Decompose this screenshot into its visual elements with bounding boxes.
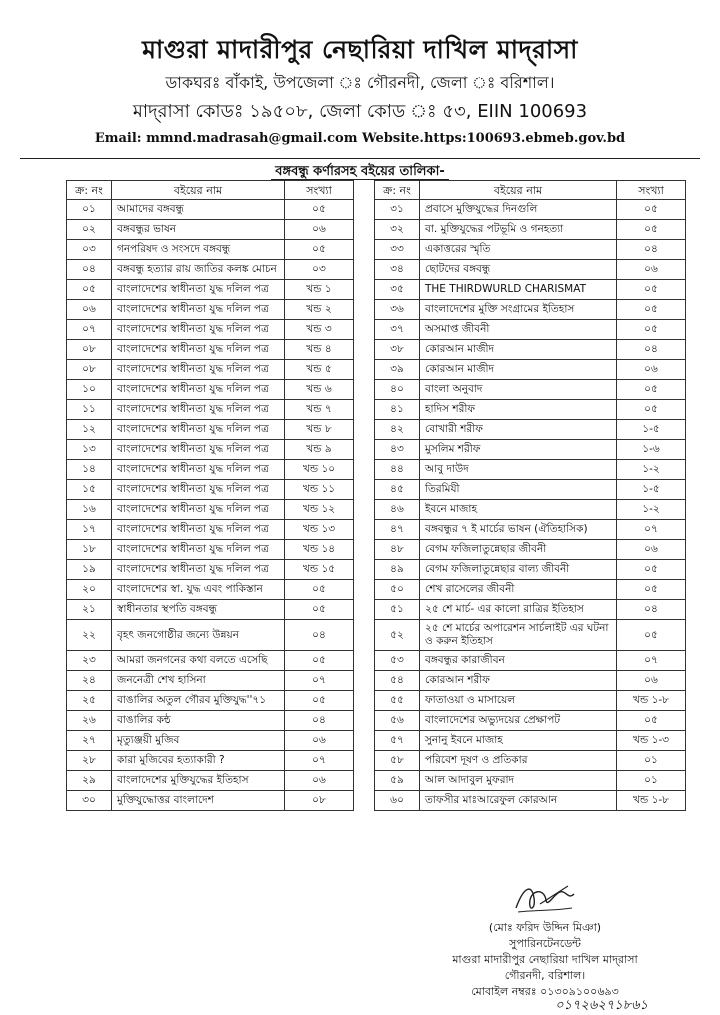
row-quantity: খন্ড ৫ (285, 360, 354, 380)
signatory-institution: মাগুরা মাদারীপুর নেছারিয়া দাখিল মাদ্‌রাসা (452, 953, 638, 966)
row-serial: ০৭ (67, 320, 112, 340)
table-row (67, 480, 354, 500)
table-row (67, 671, 354, 691)
row-book-name: একাত্তরের স্মৃতি (420, 240, 617, 260)
row-book-name: কোরআন মাজীদ (420, 360, 617, 380)
row-serial: ৩০ (67, 791, 112, 811)
row-book-name: বাংলাদেশের স্বাধীনতা যুদ্ধ দলিল পত্র (112, 400, 285, 420)
row-quantity: খন্ড ৪ (285, 340, 354, 360)
row-book-name: কোরআন মাজীদ (420, 340, 617, 360)
signatory-name: (মোঃ ফরিদ উদ্দিন মিঞা) (488, 921, 602, 934)
table-row (375, 580, 686, 600)
row-serial: ১৯ (67, 560, 112, 580)
row-quantity: খন্ড ১-৩ (617, 731, 686, 751)
row-quantity: ০৫ (285, 200, 354, 220)
row-serial: ১০ (67, 380, 112, 400)
row-serial: ৪৫ (375, 480, 420, 500)
row-quantity: ০৭ (617, 651, 686, 671)
row-serial: ০১ (67, 200, 112, 220)
row-quantity: খন্ড ১৫ (285, 560, 354, 580)
row-quantity: খন্ড ৮ (285, 420, 354, 440)
table-row (375, 651, 686, 671)
table-header-row (375, 181, 686, 200)
row-quantity: ০৫ (617, 380, 686, 400)
row-serial: ৩৬ (375, 300, 420, 320)
row-book-name: বাংলাদেশের স্বাধীনতা যুদ্ধ দলিল পত্র (112, 300, 285, 320)
row-quantity: ০৭ (285, 751, 354, 771)
row-book-name: অসমাপ্ত জীবনী (420, 320, 617, 340)
row-serial: ৪৭ (375, 520, 420, 540)
row-serial: ৪২ (375, 420, 420, 440)
row-book-name: বঙ্গবন্ধুর ভাষন (112, 220, 285, 240)
row-book-name: বাংলাদেশের মুক্তিযুদ্ধের ইতিহাস (112, 771, 285, 791)
row-book-name: শেখ রাসেলের জীবনী (420, 580, 617, 600)
row-quantity: ০৭ (617, 520, 686, 540)
table-row (375, 440, 686, 460)
row-serial: ৪৯ (375, 560, 420, 580)
row-serial: ০৬ (67, 300, 112, 320)
row-book-name: বেগম ফজিলাতুন্নেছার বাল্য জীবনী (420, 560, 617, 580)
row-serial: ৩৭ (375, 320, 420, 340)
table-row (67, 731, 354, 751)
table-row (67, 280, 354, 300)
row-serial: ২৬ (67, 711, 112, 731)
row-quantity: খন্ড ১০ (285, 460, 354, 480)
row-book-name: গনপরিষদ ও সংসদে বঙ্গবন্ধু (112, 240, 285, 260)
row-serial: ১২ (67, 420, 112, 440)
row-serial: ৩১ (375, 200, 420, 220)
col-header-qty: সংখ্যা (285, 181, 354, 200)
signatory-location: গৌরনদী, বরিশাল। (504, 969, 586, 982)
row-book-name: আবু দাউদ (420, 460, 617, 480)
table-row (67, 380, 354, 400)
row-quantity: ০৫ (617, 280, 686, 300)
table-row (67, 600, 354, 620)
row-quantity: ০৬ (285, 731, 354, 751)
signature-block (400, 880, 690, 1014)
row-book-name: বাংলা অনুবাদ (420, 380, 617, 400)
header-divider (20, 158, 700, 159)
row-book-name: সুনানু ইবনে মাজাহ (420, 731, 617, 751)
row-quantity: ০১ (617, 751, 686, 771)
row-book-name: আল আদাবুল মুফরাদ (420, 771, 617, 791)
row-serial: ১৬ (67, 500, 112, 520)
row-book-name: ফাতাওয়া ও মাসায়েল (420, 691, 617, 711)
table-row (375, 480, 686, 500)
row-quantity: ০৪ (617, 600, 686, 620)
row-book-name: বাংলাদেশের স্বাধীনতা যুদ্ধ দলিল পত্র (112, 560, 285, 580)
table-row (67, 260, 354, 280)
row-book-name: স্বাধীনতার স্থপতি বঙ্গবন্ধু (112, 600, 285, 620)
row-book-name: বাংলাদেশের স্বাধীনতা যুদ্ধ দলিল পত্র (112, 440, 285, 460)
row-book-name: বাঙালির অতুল গৌরব মুক্তিযুদ্ধ''৭১ (112, 691, 285, 711)
row-quantity: খন্ড ৯ (285, 440, 354, 460)
book-table-right-body (375, 200, 686, 811)
row-quantity: খন্ড ১-৮ (617, 791, 686, 811)
signatory-title: সুপারিনটেনডেন্ট (509, 937, 581, 950)
row-quantity: খন্ড ১৪ (285, 540, 354, 560)
table-row (375, 360, 686, 380)
table-row (67, 400, 354, 420)
row-book-name: আমরা জনগনের কথা বলতে এসেছি (112, 651, 285, 671)
row-serial: ৪৩ (375, 440, 420, 460)
table-row (67, 240, 354, 260)
table-row (67, 791, 354, 811)
row-quantity: ০৫ (617, 320, 686, 340)
table-row (375, 731, 686, 751)
row-book-name: বাংলাদেশের স্বাধীনতা যুদ্ধ দলিল পত্র (112, 500, 285, 520)
table-row (67, 520, 354, 540)
row-serial: ৪৪ (375, 460, 420, 480)
row-serial: ৩৪ (375, 260, 420, 280)
row-book-name: বাংলাদেশের স্বাধীনতা যুদ্ধ দলিল পত্র (112, 340, 285, 360)
row-serial: ০৮ (67, 360, 112, 380)
table-row (375, 340, 686, 360)
row-quantity: ০৫ (617, 200, 686, 220)
row-serial: ৫৫ (375, 691, 420, 711)
row-quantity: খন্ড ১-৮ (617, 691, 686, 711)
table-row (67, 620, 354, 651)
table-row (67, 691, 354, 711)
table-row (375, 200, 686, 220)
row-book-name: THE THIRDWURLD CHARISMAT (420, 280, 617, 300)
table-row (375, 620, 686, 651)
table-row (67, 500, 354, 520)
col-header-name: বইয়ের নাম (112, 181, 285, 200)
table-row (67, 580, 354, 600)
table-row (67, 440, 354, 460)
row-serial: ১৫ (67, 480, 112, 500)
row-quantity: ১-২ (617, 460, 686, 480)
institution-address: ডাকঘরঃ বাঁকাই, উপজেলা ঃ গৌরনদী, জেলা ঃ বরিশাল। (165, 73, 555, 92)
row-quantity: খন্ড ১ (285, 280, 354, 300)
row-quantity: ০৫ (285, 651, 354, 671)
institution-contact: Email: mmnd.madrasah@gmail.com Website.https:100693.ebmeb.gov.bd (94, 131, 626, 146)
table-row (375, 320, 686, 340)
row-quantity: ০৭ (285, 671, 354, 691)
row-book-name: কোরআন শরীফ (420, 671, 617, 691)
col-header-qty: সংখ্যা (617, 181, 686, 200)
row-serial: ৪৬ (375, 500, 420, 520)
row-serial: ১৭ (67, 520, 112, 540)
row-serial: ২৪ (67, 671, 112, 691)
table-row (67, 460, 354, 480)
row-quantity: খন্ড ৩ (285, 320, 354, 340)
row-quantity: ০৪ (285, 711, 354, 731)
row-quantity: ১-৫ (617, 420, 686, 440)
col-header-name: বইয়ের নাম (420, 181, 617, 200)
row-quantity: ১-২ (617, 500, 686, 520)
row-quantity: খন্ড ১১ (285, 480, 354, 500)
row-quantity: ০৬ (285, 771, 354, 791)
row-serial: ০৪ (67, 260, 112, 280)
table-row (67, 651, 354, 671)
row-serial: ৫২ (375, 620, 420, 651)
row-book-name: আমাদের বঙ্গবন্ধু (112, 200, 285, 220)
row-book-name: বাঙালির কন্ঠ (112, 711, 285, 731)
row-serial: ৩৯ (375, 360, 420, 380)
table-header-row (67, 181, 354, 200)
row-serial: ০৫ (67, 280, 112, 300)
institution-codes: মাদ্‌রাসা কোডঃ ১৯৫০৮, জেলা কোড ঃ ৫৩, EIIN 100693 (132, 101, 588, 122)
table-row (67, 560, 354, 580)
row-book-name: বাংলাদেশের স্বাধীনতা যুদ্ধ দলিল পত্র (112, 420, 285, 440)
row-serial: ১১ (67, 400, 112, 420)
row-quantity: ০৫ (617, 300, 686, 320)
row-serial: ৫৯ (375, 771, 420, 791)
row-quantity: ১-৫ (617, 480, 686, 500)
row-book-name: মুসলিম শরীফ (420, 440, 617, 460)
row-quantity: ০৫ (617, 220, 686, 240)
row-serial: ২৯ (67, 771, 112, 791)
row-book-name: তিরমিযী (420, 480, 617, 500)
row-serial: ৫৩ (375, 651, 420, 671)
row-quantity: ০১ (617, 771, 686, 791)
list-title (0, 163, 720, 181)
row-serial: ১৩ (67, 440, 112, 460)
row-book-name: বঙ্গবন্ধুর কারাজীবন (420, 651, 617, 671)
row-quantity: ০৫ (285, 580, 354, 600)
table-row (67, 540, 354, 560)
row-serial: ৫১ (375, 600, 420, 620)
row-book-name: বৃহৎ জনগোষ্ঠীর জন্যে উন্নয়ন (112, 620, 285, 651)
book-table-left-body (67, 200, 354, 811)
table-row (375, 600, 686, 620)
row-serial: ১৪ (67, 460, 112, 480)
row-serial: ০৮ (67, 340, 112, 360)
row-serial: ২৩ (67, 651, 112, 671)
row-quantity: খন্ড ১২ (285, 500, 354, 520)
row-book-name: বঙ্গবন্ধুর ৭ ই মার্চের ভাষন (ঐতিহাসিক) (420, 520, 617, 540)
table-row (375, 240, 686, 260)
row-serial: ৫৪ (375, 671, 420, 691)
row-book-name: ২৫ শে মার্চ- এর কালো রাত্রির ইতিহাস (420, 600, 617, 620)
col-header-sl: ক্র: নং (67, 181, 112, 200)
row-book-name: বাংলাদেশের স্বাধীনতা যুদ্ধ দলিল পত্র (112, 280, 285, 300)
row-quantity: ০৪ (617, 240, 686, 260)
table-row (375, 751, 686, 771)
table-row (375, 220, 686, 240)
table-row (67, 360, 354, 380)
row-book-name: বাংলাদেশের স্বাধীনতা যুদ্ধ দলিল পত্র (112, 540, 285, 560)
table-row (375, 691, 686, 711)
row-quantity: ০৬ (617, 671, 686, 691)
table-row (67, 320, 354, 340)
row-serial: ২৮ (67, 751, 112, 771)
row-serial: ২১ (67, 600, 112, 620)
col-header-sl: ক্র: নং (375, 181, 420, 200)
row-quantity: ০৫ (617, 400, 686, 420)
table-row (67, 711, 354, 731)
row-book-name: বাংলাদেশের স্বাধীনতা যুদ্ধ দলিল পত্র (112, 360, 285, 380)
signatory-mobile: মোবাইল নম্বরঃ ০১৩০৯১০০৬৯৩ (471, 985, 619, 998)
row-serial: ২৫ (67, 691, 112, 711)
row-serial: ৩২ (375, 220, 420, 240)
list-title-text: বঙ্গবন্ধু কর্ণারসহ বইয়ের তালিকা- (271, 164, 448, 180)
table-row (375, 771, 686, 791)
table-row (375, 711, 686, 731)
row-quantity: খন্ড ১৩ (285, 520, 354, 540)
table-row (375, 420, 686, 440)
row-quantity: ০৬ (285, 220, 354, 240)
row-serial: ৩৩ (375, 240, 420, 260)
row-book-name: মুক্তিযুদ্ধোত্তর বাংলাদেশ (112, 791, 285, 811)
row-book-name: বা. মুক্তিযুদ্ধের পটভূমি ও গনহত্যা (420, 220, 617, 240)
signature-scribble-icon (510, 880, 580, 916)
row-serial: ১৮ (67, 540, 112, 560)
row-book-name: বঙ্গবন্ধু হত্যার রায় জাতির কলঙ্ক মোচন (112, 260, 285, 280)
row-serial: ৪৮ (375, 540, 420, 560)
row-book-name: বাংলাদেশের স্বাধীনতা যুদ্ধ দলিল পত্র (112, 380, 285, 400)
table-row (375, 460, 686, 480)
row-quantity: ০৬ (617, 360, 686, 380)
row-serial: ৪১ (375, 400, 420, 420)
row-quantity: ০৫ (285, 240, 354, 260)
row-quantity: খন্ড ২ (285, 300, 354, 320)
row-book-name: ২৫ শে মার্চের অপারেশন সার্চলাইট এর ঘটনা ও করুন ইতিহাস (420, 620, 617, 651)
row-book-name: পরিবেশ দূষণ ও প্রতিকার (420, 751, 617, 771)
row-quantity: ০৩ (285, 260, 354, 280)
table-row (67, 771, 354, 791)
row-book-name: বেগম ফজিলাতুন্নেছার জীবনী (420, 540, 617, 560)
table-row (375, 400, 686, 420)
row-serial: ২০ (67, 580, 112, 600)
row-serial: ০৩ (67, 240, 112, 260)
row-serial: ২৭ (67, 731, 112, 751)
letterhead (0, 0, 720, 181)
row-quantity: ০৫ (617, 580, 686, 600)
table-row (67, 220, 354, 240)
row-book-name: হাদিস শরীফ (420, 400, 617, 420)
row-book-name: তাফসীর মাঃআরেফুল কোরআন (420, 791, 617, 811)
table-row (67, 340, 354, 360)
signatory-mobile-handwritten: ০১৭২৬২৭১৮৬১ (555, 998, 648, 1013)
row-book-name: বাংলাদেশের স্বাধীনতা যুদ্ধ দলিল পত্র (112, 480, 285, 500)
row-book-name: বোখারী শরীফ (420, 420, 617, 440)
table-row (375, 540, 686, 560)
row-book-name: বাংলাদেশের স্বাধীনতা যুদ্ধ দলিল পত্র (112, 520, 285, 540)
row-serial: ০২ (67, 220, 112, 240)
row-book-name: বাংলাদেশের অভ্যুদয়ের প্রেক্ষাপট (420, 711, 617, 731)
table-row (375, 500, 686, 520)
row-book-name: বাংলাদেশের স্বা. যুদ্ধ এবং পাকিস্তান (112, 580, 285, 600)
row-serial: ৩৮ (375, 340, 420, 360)
table-row (375, 260, 686, 280)
row-book-name: মৃত্যুঞ্জয়ী মুজিব (112, 731, 285, 751)
row-book-name: প্রবাসে মুক্তিযুদ্ধের দিনগুলি (420, 200, 617, 220)
row-serial: ৫৭ (375, 731, 420, 751)
row-quantity: ০৪ (285, 620, 354, 651)
row-quantity: ০৫ (617, 711, 686, 731)
row-book-name: কারা মুজিবের হত্যাকারী ? (112, 751, 285, 771)
table-row (375, 300, 686, 320)
table-row (67, 200, 354, 220)
row-quantity: ০৬ (617, 260, 686, 280)
row-quantity: ০৫ (617, 620, 686, 651)
row-quantity: খন্ড ৭ (285, 400, 354, 420)
table-row (67, 300, 354, 320)
row-book-name: বাংলাদেশের স্বাধীনতা যুদ্ধ দলিল পত্র (112, 460, 285, 480)
row-serial: ৪০ (375, 380, 420, 400)
book-table-left (66, 180, 354, 811)
row-book-name: ইবনে মাজাহ (420, 500, 617, 520)
table-row (375, 671, 686, 691)
row-quantity: ০৬ (617, 540, 686, 560)
table-row (375, 791, 686, 811)
row-serial: ২২ (67, 620, 112, 651)
row-quantity: ০৪ (617, 340, 686, 360)
row-book-name: ছোটদের বঙ্গবন্ধু (420, 260, 617, 280)
row-serial: ৫০ (375, 580, 420, 600)
table-row (67, 420, 354, 440)
table-row (375, 380, 686, 400)
row-serial: ৫৬ (375, 711, 420, 731)
row-quantity: খন্ড ৬ (285, 380, 354, 400)
row-book-name: জননেত্রী শেখ হাসিনা (112, 671, 285, 691)
row-quantity: ০৫ (617, 560, 686, 580)
row-serial: ৫৮ (375, 751, 420, 771)
row-book-name: বাংলাদেশের মুক্তি সংগ্রামের ইতিহাস (420, 300, 617, 320)
table-row (375, 560, 686, 580)
table-row (375, 520, 686, 540)
table-row (67, 751, 354, 771)
row-quantity: ১-৬ (617, 440, 686, 460)
book-table-right (374, 180, 686, 811)
table-row (375, 280, 686, 300)
row-book-name: বাংলাদেশের স্বাধীনতা যুদ্ধ দলিল পত্র (112, 320, 285, 340)
row-serial: ৩৫ (375, 280, 420, 300)
row-quantity: ০৫ (285, 691, 354, 711)
row-quantity: ০৫ (285, 600, 354, 620)
row-quantity: ০৮ (285, 791, 354, 811)
row-serial: ৬০ (375, 791, 420, 811)
institution-name: মাগুরা মাদারীপুর নেছারিয়া দাখিল মাদ্‌রাসা (142, 35, 578, 64)
